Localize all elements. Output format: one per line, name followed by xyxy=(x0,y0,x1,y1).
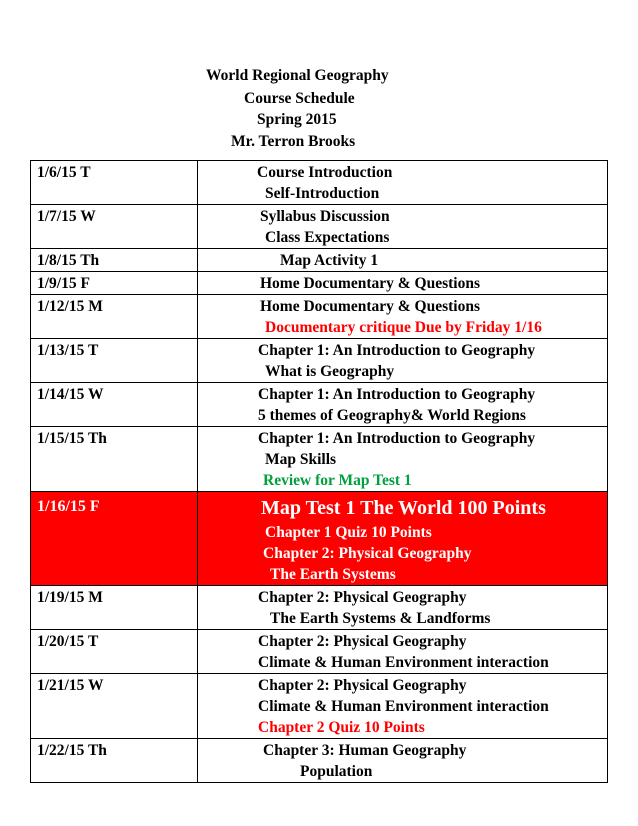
topic-line: Home Documentary & Questions xyxy=(260,298,480,315)
schedule-row xyxy=(31,249,608,272)
topic-cell xyxy=(198,674,608,739)
date-cell: 1/16/15 F xyxy=(31,492,198,586)
topic-line: Climate & Human Environment interaction xyxy=(258,698,549,715)
topic-cell xyxy=(198,161,608,205)
topic-cell xyxy=(198,492,608,586)
topic-line: What is Geography xyxy=(265,363,395,380)
instructor-name: Mr. Terron Brooks xyxy=(231,133,356,150)
schedule-table xyxy=(30,160,608,783)
schedule-row xyxy=(31,339,608,383)
topic-line: Chapter 2: Physical Geography xyxy=(258,633,467,650)
topic-cell xyxy=(198,427,608,492)
date-cell: 1/6/15 T xyxy=(31,161,198,205)
topic-line: Self-Introduction xyxy=(265,185,380,202)
schedule-row xyxy=(31,272,608,295)
topic-line: Chapter 2: Physical Geography xyxy=(258,677,467,694)
topic-line: The Earth Systems xyxy=(270,566,396,583)
topic-line: Chapter 3: Human Geography xyxy=(263,742,467,759)
term-label: Spring 2015 xyxy=(257,111,337,128)
topic-line: Chapter 2: Physical Geography xyxy=(263,545,472,562)
date-cell: 1/21/15 W xyxy=(31,674,198,739)
schedule-row xyxy=(31,295,608,339)
date-cell: 1/9/15 F xyxy=(31,272,198,295)
date-cell: 1/19/15 M xyxy=(31,586,198,630)
schedule-row xyxy=(31,674,608,739)
course-title: World Regional Geography xyxy=(206,67,389,84)
schedule-row xyxy=(31,427,608,492)
review-note: Review for Map Test 1 xyxy=(263,472,412,489)
schedule-subtitle: Course Schedule xyxy=(244,90,355,107)
topic-line: The Earth Systems & Landforms xyxy=(270,610,491,627)
map-test-line: Map Test 1 The World 100 Points xyxy=(261,497,546,519)
topic-cell xyxy=(198,586,608,630)
topic-line: Chapter 1: An Introduction to Geography xyxy=(258,342,536,359)
date-cell: 1/12/15 M xyxy=(31,295,198,339)
topic-cell xyxy=(198,739,608,783)
topic-line: Class Expectations xyxy=(265,229,390,246)
date-cell: 1/20/15 T xyxy=(31,630,198,674)
schedule-row xyxy=(31,161,608,205)
topic-line: Syllabus Discussion xyxy=(260,208,390,225)
topic-line: Chapter 2: Physical Geography xyxy=(258,589,467,606)
topic-line: Chapter 1: An Introduction to Geography xyxy=(258,386,536,403)
topic-line: Home Documentary & Questions xyxy=(260,275,480,292)
schedule-row xyxy=(31,630,608,674)
date-cell: 1/7/15 W xyxy=(31,205,198,249)
topic-line: Map Activity 1 xyxy=(280,252,379,269)
topic-line: Course Introduction xyxy=(257,164,393,181)
schedule-row xyxy=(31,586,608,630)
quiz-note: Chapter 2 Quiz 10 Points xyxy=(258,719,425,736)
topic-cell xyxy=(198,630,608,674)
topic-cell xyxy=(198,339,608,383)
topic-line: Map Skills xyxy=(265,451,337,468)
topic-cell xyxy=(198,249,608,272)
topic-line: Population xyxy=(300,763,373,780)
topic-line: Chapter 1: An Introduction to Geography xyxy=(258,430,536,447)
schedule-row-highlighted xyxy=(31,492,608,586)
date-cell: 1/22/15 Th xyxy=(31,739,198,783)
schedule-row xyxy=(31,205,608,249)
schedule-row xyxy=(31,383,608,427)
topic-line: 5 themes of Geography& World Regions xyxy=(258,407,526,424)
topic-line: Climate & Human Environment interaction xyxy=(258,654,549,671)
topic-cell xyxy=(198,272,608,295)
topic-cell xyxy=(198,383,608,427)
date-cell: 1/13/15 T xyxy=(31,339,198,383)
critique-due-note: Documentary critique Due by Friday 1/16 xyxy=(265,319,542,336)
topic-cell xyxy=(198,295,608,339)
date-cell: 1/14/15 W xyxy=(31,383,198,427)
date-cell: 1/8/15 Th xyxy=(31,249,198,272)
topic-line: Chapter 1 Quiz 10 Points xyxy=(265,524,432,541)
schedule-row xyxy=(31,739,608,783)
date-cell: 1/15/15 Th xyxy=(31,427,198,492)
topic-cell xyxy=(198,205,608,249)
